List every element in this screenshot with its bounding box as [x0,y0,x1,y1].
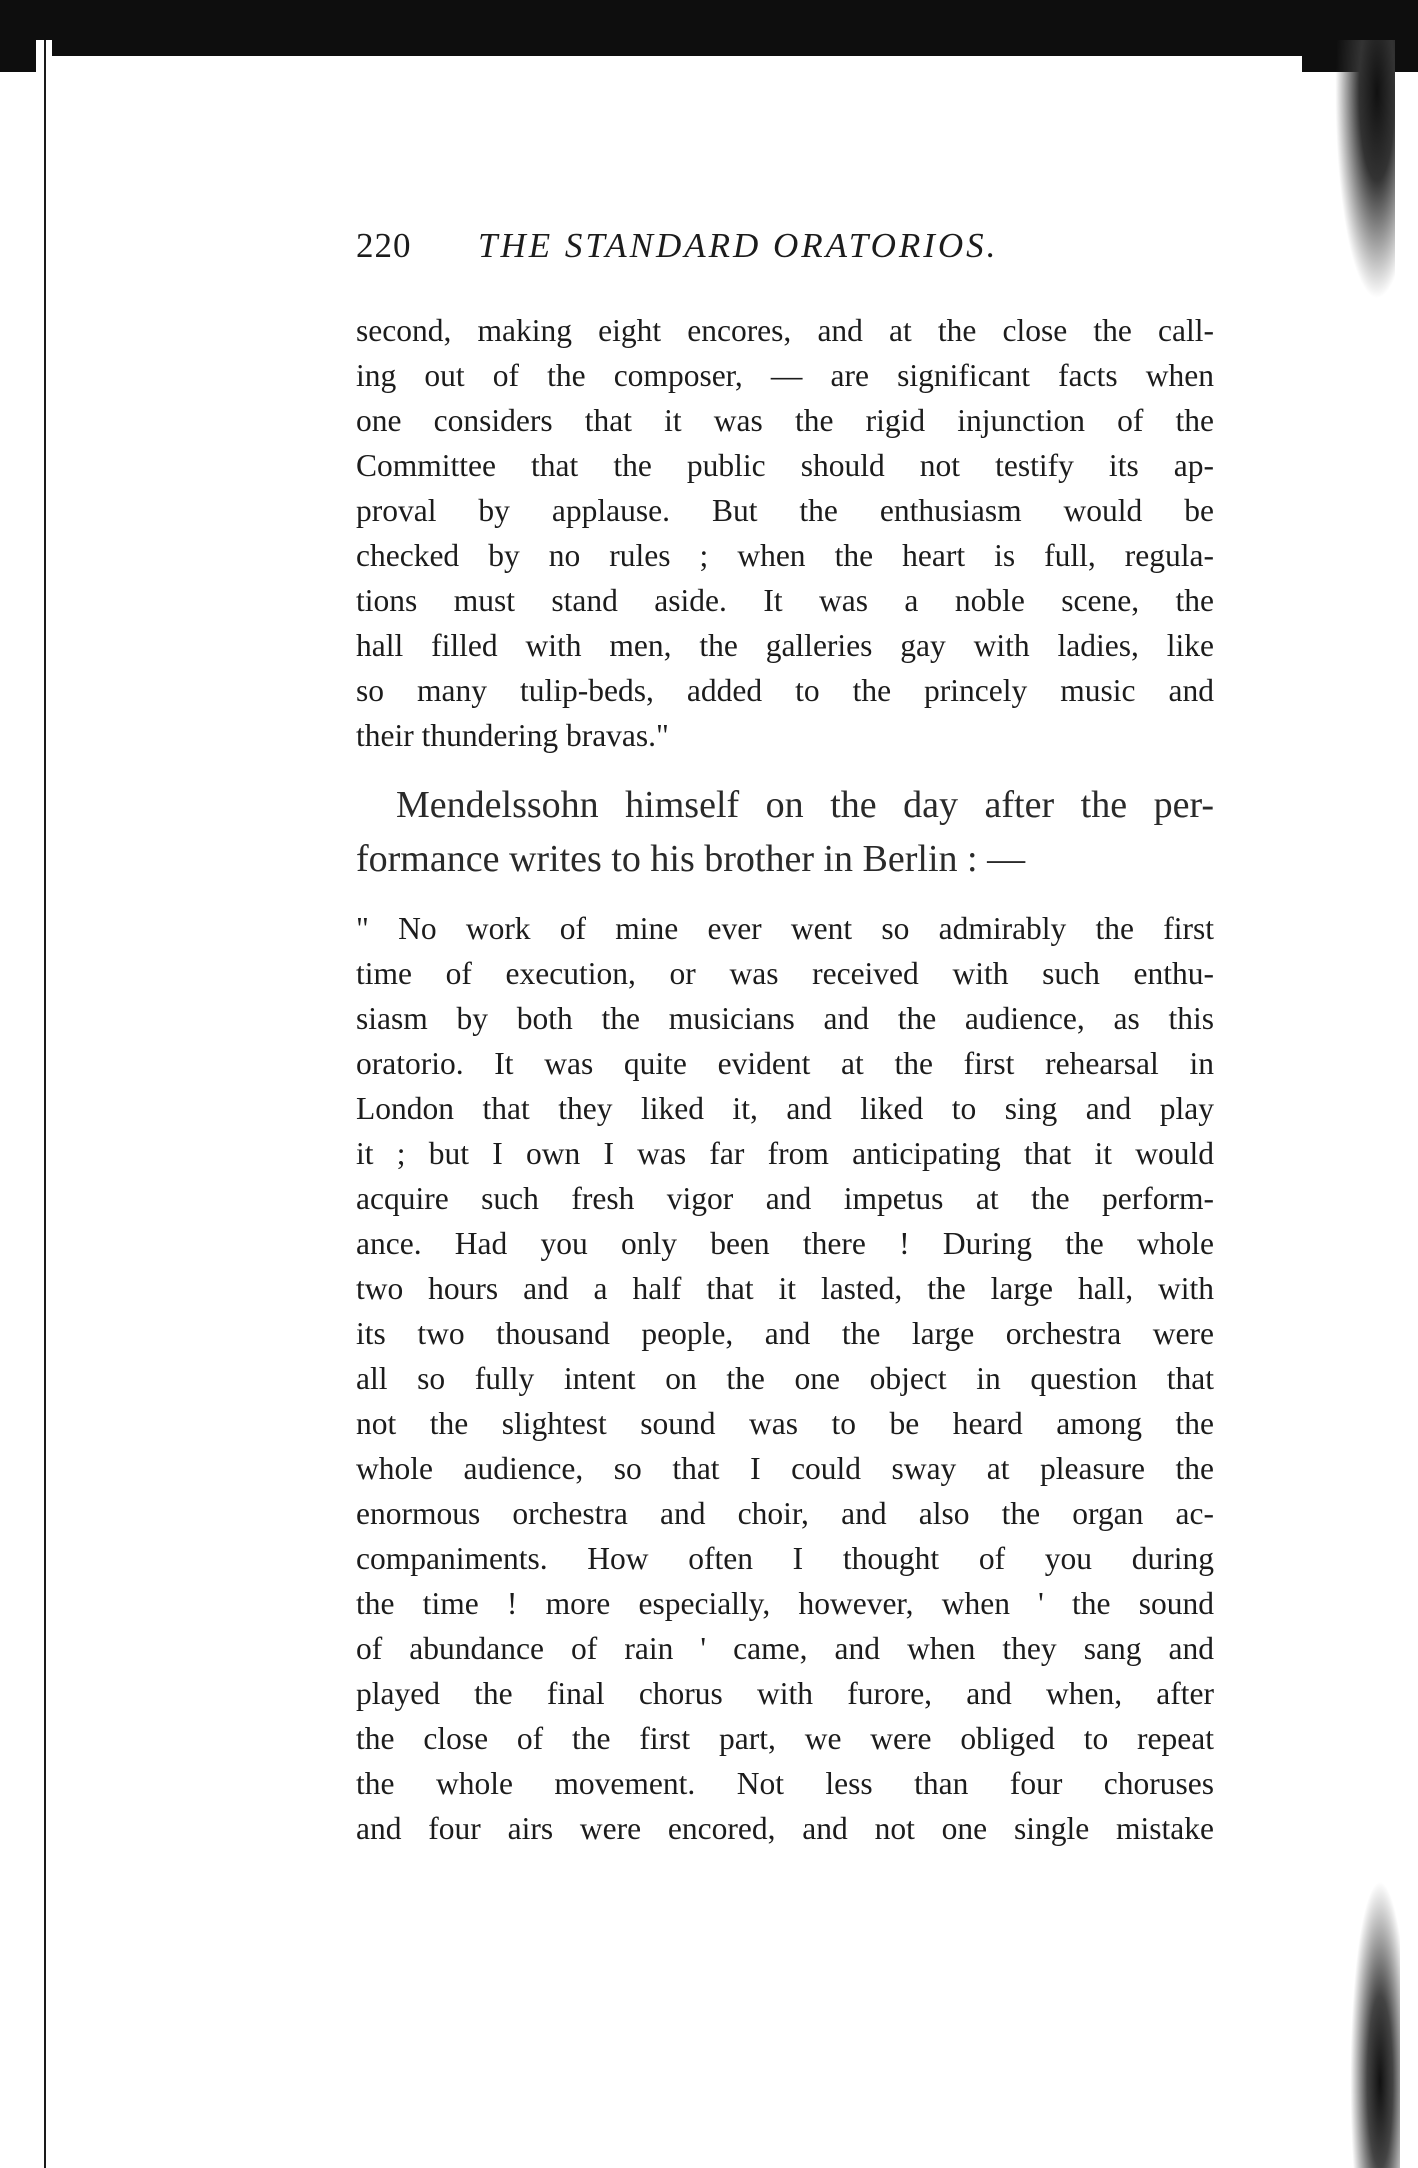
text-line: formance writes to his brother in Berlin : — [356,838,1026,880]
text-line: played the final chorus with furore, and when, after [356,1676,1214,1711]
text-line: hall filled with men, the galleries gay with ladies, like [356,628,1214,663]
page-header [356,226,1216,274]
text-line: companiments. How often I thought of you during [356,1541,1214,1576]
text-line: enormous orchestra and choir, and also the organ ac- [356,1496,1214,1531]
text-line: checked by no rules ; when the heart is full, regula- [356,538,1214,573]
scan-shadow-right-bottom [1350,1880,1400,2168]
text-line: so many tulip-beds, added to the princely music and [356,673,1214,708]
text-line: time of execution, or was received with such enthu- [356,956,1214,991]
text-line: siasm by both the musicians and the audience, as this [356,1001,1214,1036]
text-line: acquire such fresh vigor and impetus at the perform- [356,1181,1214,1216]
paragraph-quote-end [356,308,1214,758]
text-line: it ; but I own I was far from anticipating that it would [356,1136,1214,1171]
text-line: ing out of the composer, — are significant facts when [356,358,1214,393]
running-title: THE STANDARD ORATORIOS. [478,226,999,265]
paragraph-letter-quote [356,906,1214,1851]
text-line: its two thousand people, and the large orchestra were [356,1316,1214,1351]
text-line: ance. Had you only been there ! During the whole [356,1226,1214,1261]
paragraph-body [356,778,1214,886]
text-line: Mendelssohn himself on the day after the per- [396,784,1214,826]
text-line: proval by applause. But the enthusiasm would be [356,493,1214,528]
text-line: the time ! more especially, however, when ' the sound [356,1586,1214,1621]
text-line: oratorio. It was quite evident at the first rehearsal in [356,1046,1214,1081]
page-edge [52,56,1302,96]
text-line: all so fully intent on the one object in question that [356,1361,1214,1396]
text-line: of abundance of rain ' came, and when they sang and [356,1631,1214,1666]
text-line: tions must stand aside. It was a noble scene, the [356,583,1214,618]
text-line: not the slightest sound was to be heard among the [356,1406,1214,1441]
text-line: two hours and a half that it lasted, the large hall, with [356,1271,1214,1306]
text-line: the close of the first part, we were obliged to repeat [356,1721,1214,1756]
page-number: 220 [356,226,412,265]
text-line: the whole movement. Not less than four choruses [356,1766,1214,1801]
scan-shadow-right-top [1335,40,1395,300]
text-line: Committee that the public should not testify its ap- [356,448,1214,483]
text-line: whole audience, so that I could sway at pleasure the [356,1451,1214,1486]
text-line: second, making eight encores, and at the close the call- [356,313,1214,348]
scan-border-left [36,40,52,2168]
text-line: " No work of mine ever went so admirably the first [356,911,1214,946]
text-line: their thundering bravas." [356,718,669,753]
text-line: one considers that it was the rigid injunction of the [356,403,1214,438]
text-line: and four airs were encored, and not one single mistake [356,1811,1214,1846]
text-line: London that they liked it, and liked to sing and play [356,1091,1214,1126]
